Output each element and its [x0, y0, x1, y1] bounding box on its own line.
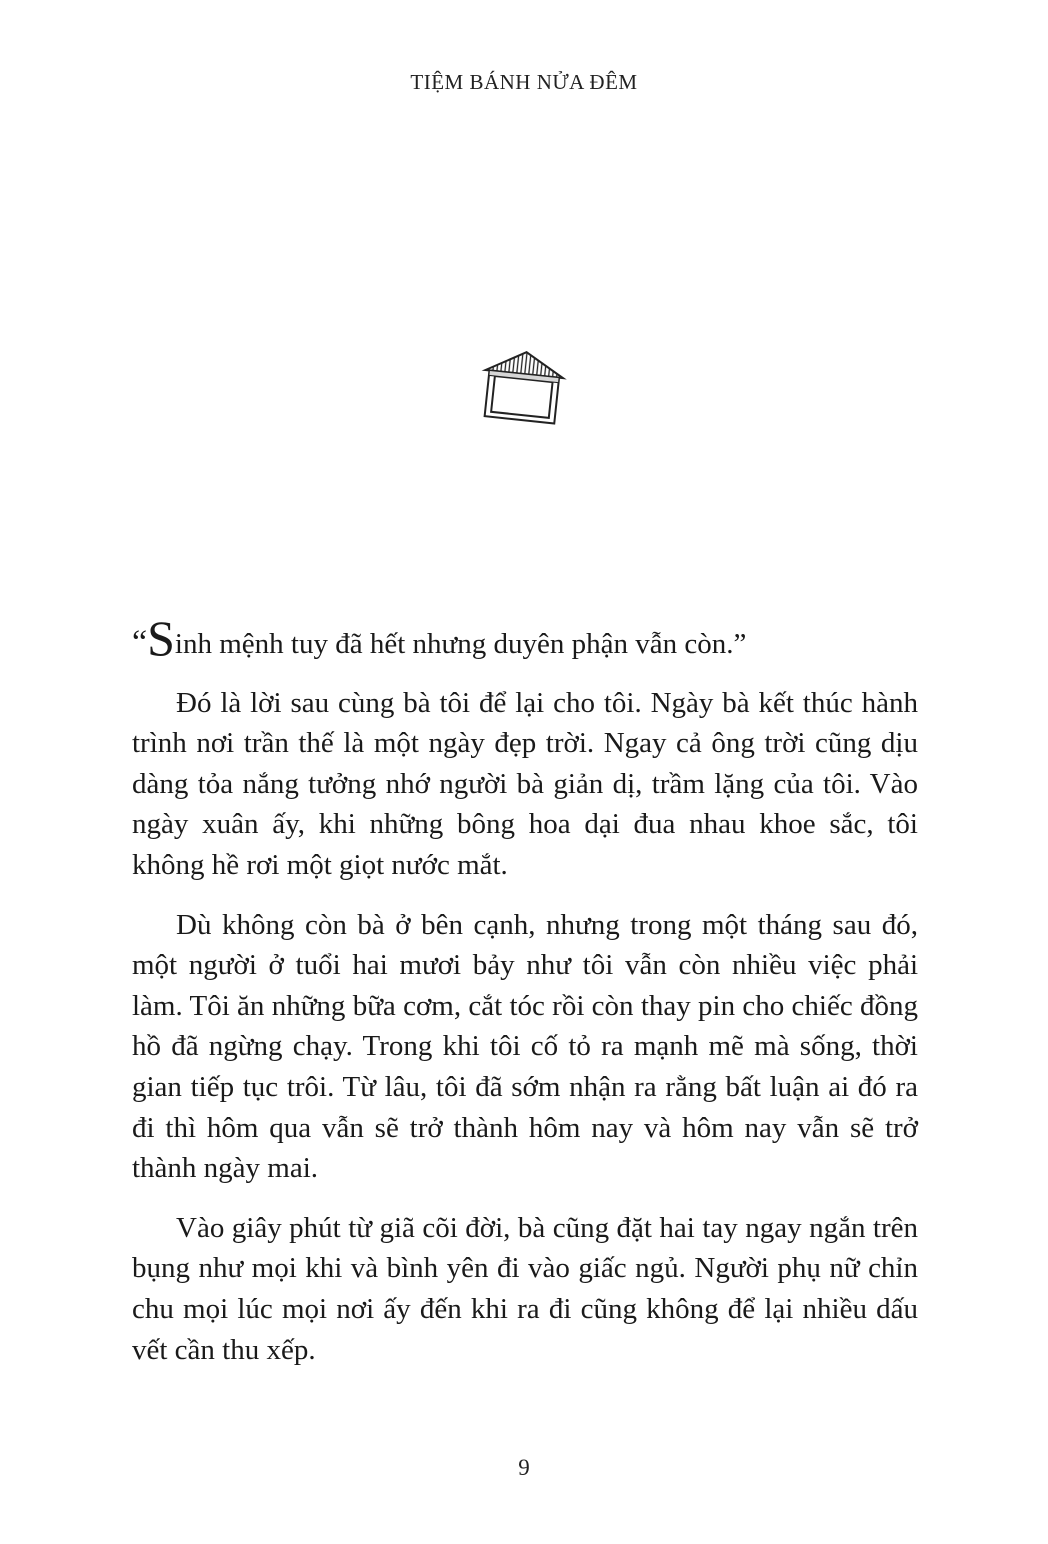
paragraph-2: Dù không còn bà ở bên cạnh, nhưng trong một tháng sau đó, một người ở tuổi hai mươi bảy như tôi vẫn còn nhiều việc phải làm. Tôi ăn những bữa cơm, cắt tóc rồi còn thay pin cho chiếc đồng hồ đã ngừng chạy. Trong khi tôi cố tỏ ra mạnh mẽ mà sống, thời gian tiếp tục trôi. Từ lâu, tôi đã sớm nhận ra rằng bất luận ai đó ra đi thì hôm qua vẫn sẽ trở thành hôm nay và hôm nay vẫn sẽ trở thành ngày mai.	[132, 908, 918, 1185]
open-quote-mark: “	[132, 624, 148, 661]
paragraph-3: Vào giây phút từ giã cõi đời, bà cũng đặt hai tay ngay ngắn trên bụng như mọi khi và bình yên đi vào giấc ngủ. Người phụ nữ chỉn chu mọi lúc mọi nơi ấy đến khi ra đi cũng không để lại nhiều dấu vết cần thu xếp.	[132, 1211, 918, 1366]
opening-quote-text: inh mệnh tuy đã hết nhưng duyên phận vẫn còn.”	[174, 628, 747, 660]
running-header: TIỆM BÁNH NỬA ĐÊM	[410, 70, 638, 94]
page-number: 9	[518, 1455, 530, 1480]
paragraph-1: Đó là lời sau cùng bà tôi để lại cho tôi. Ngày bà kết thúc hành trình nơi trần thế là một ngày đẹp trời. Ngay cả ông trời cũng dịu dàng tỏa nắng tưởng nhớ người bà giản dị, trầm lặng của tôi. Vào ngày xuân ấy, khi những bông hoa dại đua nhau khoe sắc, tôi không hề rơi một giọt nước mắt.	[132, 686, 918, 881]
body-text	[132, 610, 918, 1389]
tilted-house-frame-icon	[478, 344, 568, 428]
drop-cap: S	[147, 610, 175, 666]
opening-quote	[132, 610, 918, 666]
